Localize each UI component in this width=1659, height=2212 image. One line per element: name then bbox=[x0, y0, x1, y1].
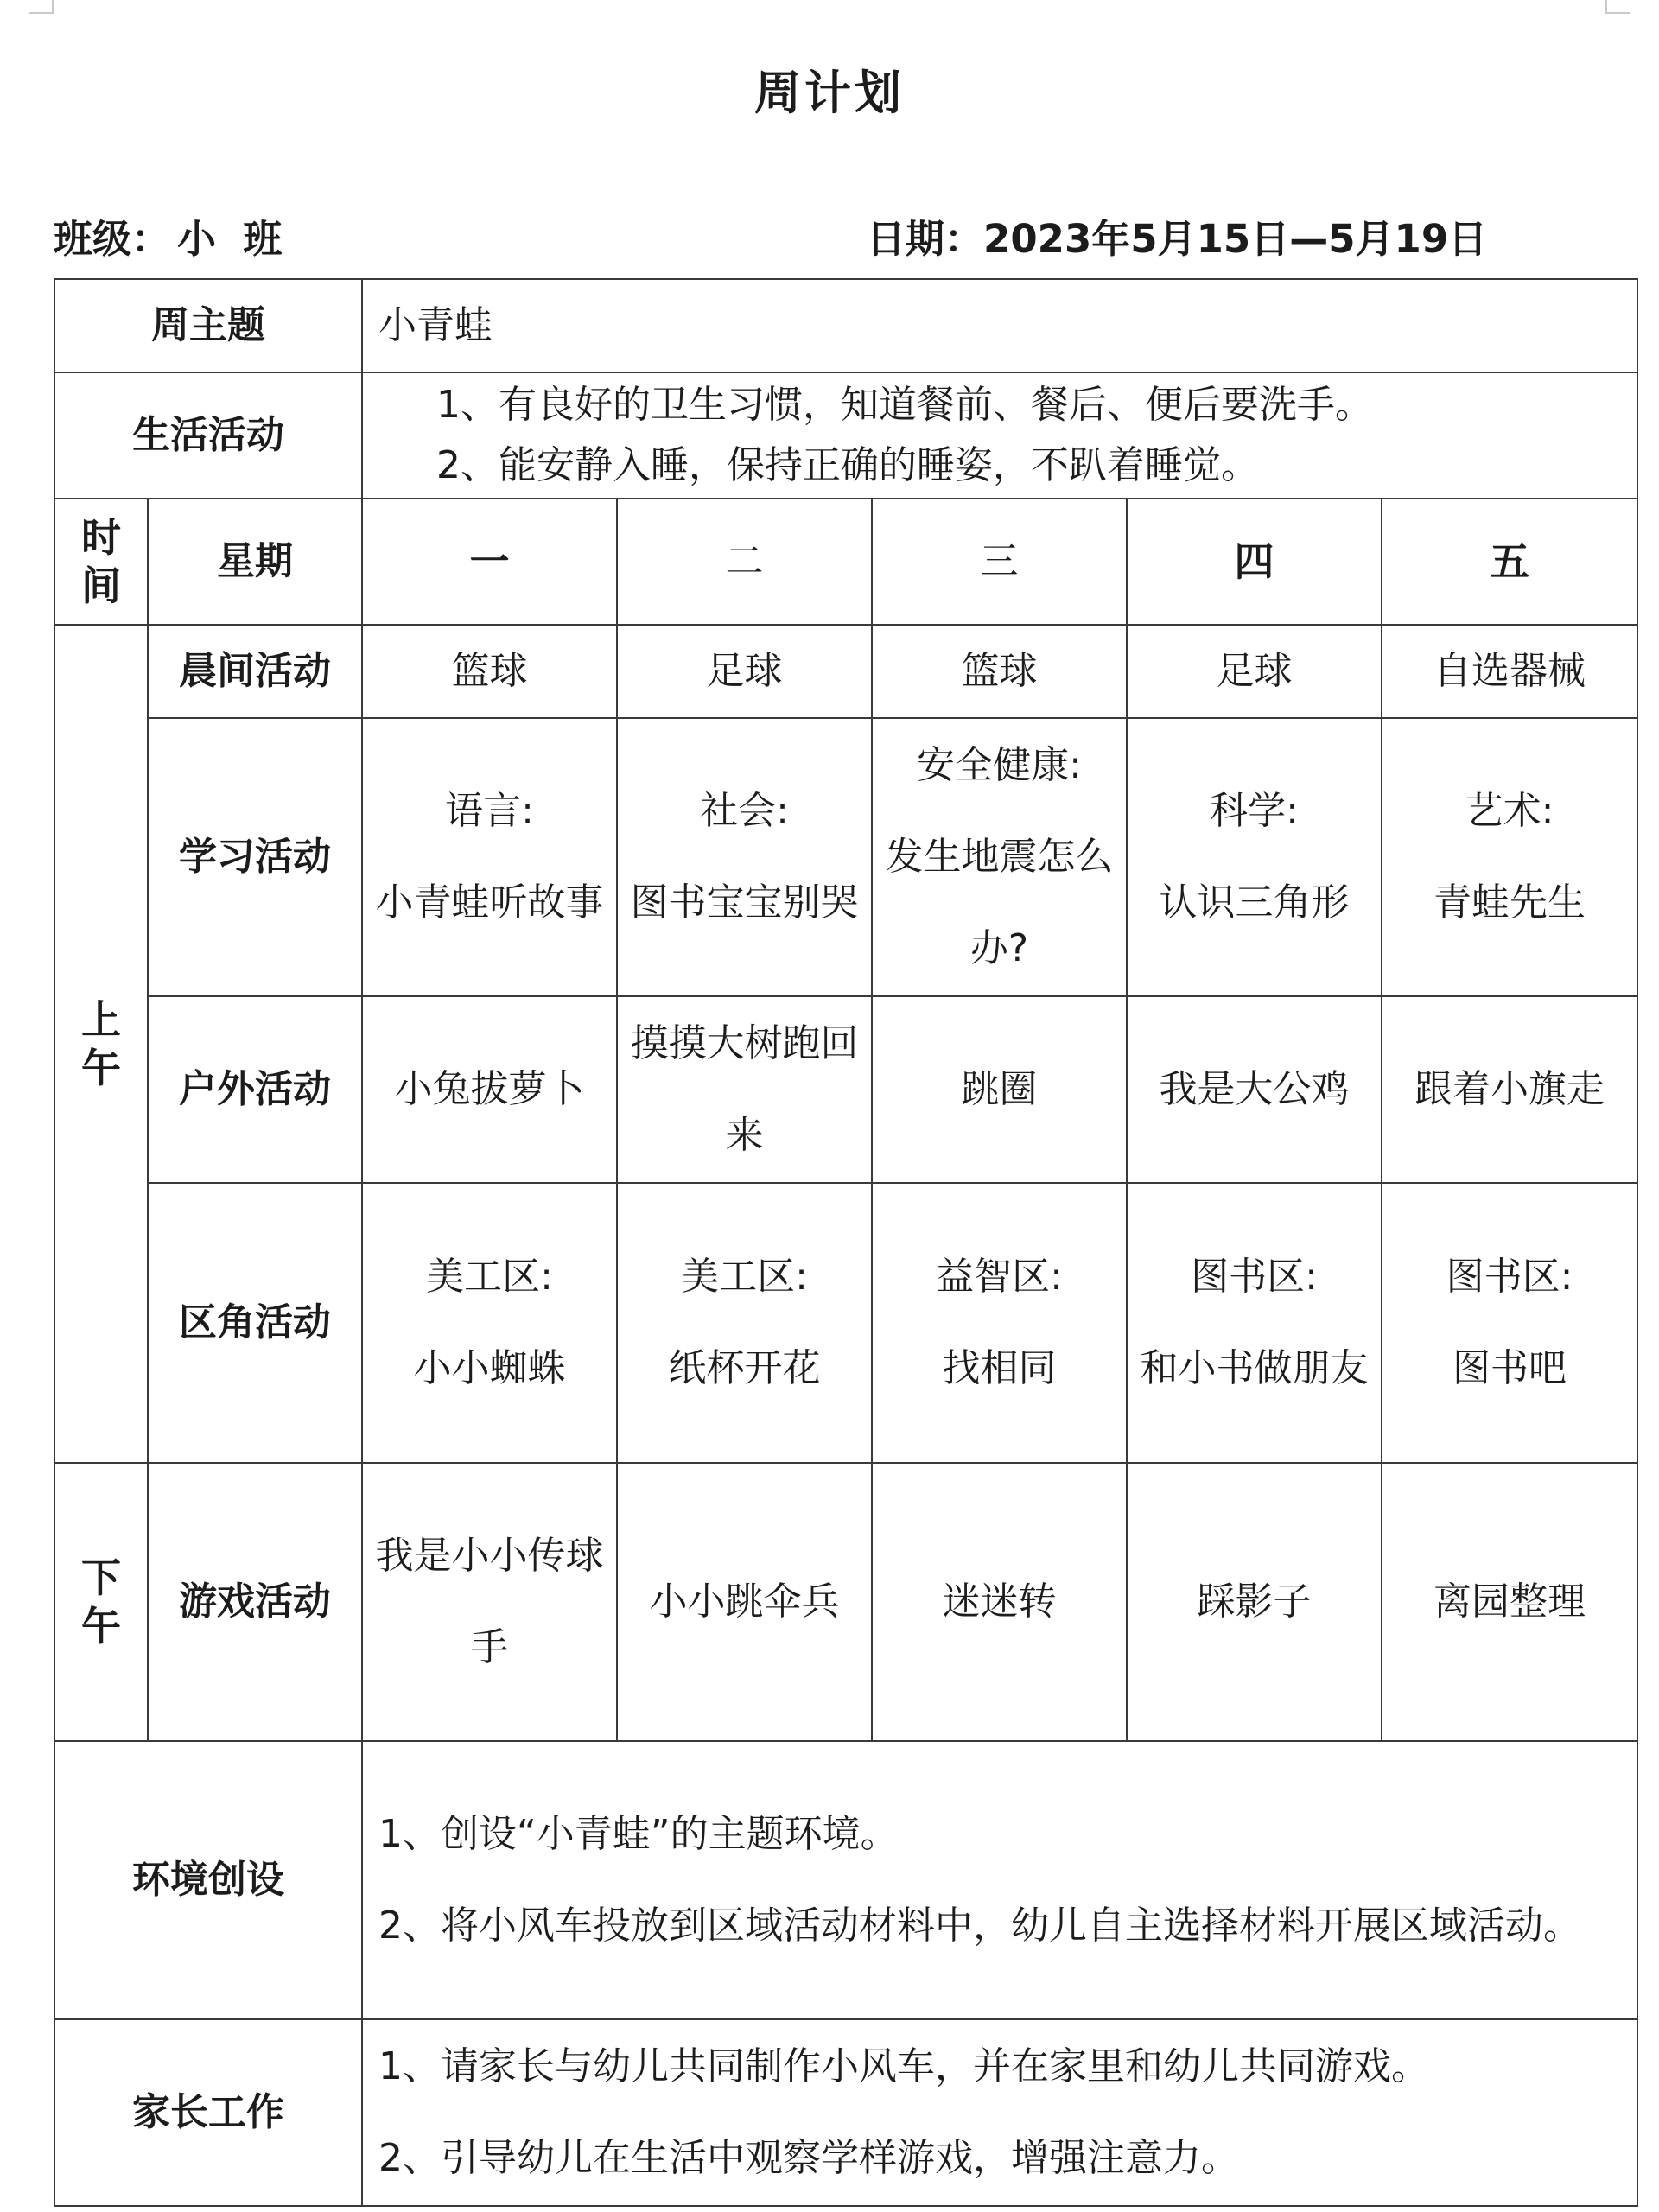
morning-activity-cell: 足球 bbox=[1127, 625, 1382, 718]
parents-label: 家长工作 bbox=[54, 2019, 362, 2206]
theme-row bbox=[54, 279, 1637, 372]
outdoor-cell: 跟着小旗走 bbox=[1382, 996, 1637, 1183]
weekly-plan-table bbox=[54, 278, 1638, 2207]
day-header-wed: 三 bbox=[872, 499, 1127, 625]
life-item: 2、能安静入睡，保持正确的睡姿，不趴着睡觉。 bbox=[436, 443, 1259, 487]
outdoor-row bbox=[54, 996, 1637, 1183]
date-info bbox=[867, 207, 1487, 264]
outdoor-cell: 小兔拔萝卜 bbox=[362, 996, 617, 1183]
theme-value: 小青蛙 bbox=[362, 279, 1637, 372]
outdoor-cell: 跳圈 bbox=[872, 996, 1127, 1183]
morning-activity-cell: 自选器械 bbox=[1382, 625, 1637, 718]
environment-item: 1、创设“小青蛙”的主题环境。 bbox=[378, 1812, 899, 1856]
class-info bbox=[54, 207, 282, 264]
corner-cell: 图书区: 和小书做朋友 bbox=[1127, 1183, 1382, 1463]
parents-content bbox=[362, 2019, 1637, 2206]
outdoor-cell: 摸摸大树跑回来 bbox=[617, 996, 872, 1183]
parents-item: 1、请家长与幼儿共同制作小风车，并在家里和幼儿共同游戏。 bbox=[378, 2044, 1429, 2088]
class-label: 班级： bbox=[54, 216, 171, 262]
environment-content bbox=[362, 1741, 1637, 2019]
day-header-fri: 五 bbox=[1382, 499, 1637, 625]
learning-cell: 社会: 图书宝宝别哭 bbox=[617, 718, 872, 996]
crop-mark-right bbox=[1605, 0, 1630, 14]
corner-cell: 美工区: 纸杯开花 bbox=[617, 1183, 872, 1463]
learning-cell: 安全健康: 发生地震怎么办? bbox=[872, 718, 1127, 996]
week-header: 星期 bbox=[148, 499, 362, 625]
learning-label: 学习活动 bbox=[148, 718, 362, 996]
corner-cell: 益智区: 找相同 bbox=[872, 1183, 1127, 1463]
learning-cell: 艺术: 青蛙先生 bbox=[1382, 718, 1637, 996]
life-label: 生活活动 bbox=[54, 372, 362, 499]
outdoor-label: 户外活动 bbox=[148, 996, 362, 1183]
parents-item: 2、引导幼儿在生活中观察学样游戏，增强注意力。 bbox=[378, 2136, 1239, 2180]
corner-label: 区角活动 bbox=[148, 1183, 362, 1463]
learning-cell: 语言: 小青蛙听故事 bbox=[362, 718, 617, 996]
morning-activity-cell: 篮球 bbox=[872, 625, 1127, 718]
header-row bbox=[54, 499, 1637, 625]
environment-row bbox=[54, 1741, 1637, 2019]
life-content bbox=[362, 372, 1637, 499]
game-cell: 离园整理 bbox=[1382, 1463, 1637, 1741]
afternoon-label: 下 午 bbox=[54, 1463, 148, 1741]
game-cell: 踩影子 bbox=[1127, 1463, 1382, 1741]
life-item: 1、有良好的卫生习惯，知道餐前、餐后、便后要洗手。 bbox=[436, 383, 1373, 427]
time-header: 时 间 bbox=[54, 499, 148, 625]
page-title: 周计划 bbox=[754, 66, 905, 120]
class-value: 小 班 bbox=[177, 216, 283, 262]
learning-row bbox=[54, 718, 1637, 996]
day-header-tue: 二 bbox=[617, 499, 872, 625]
game-cell: 小小跳伞兵 bbox=[617, 1463, 872, 1741]
morning-activity-row bbox=[54, 625, 1637, 718]
theme-label: 周主题 bbox=[54, 279, 362, 372]
life-row bbox=[54, 372, 1637, 499]
morning-activity-cell: 篮球 bbox=[362, 625, 617, 718]
day-header-thu: 四 bbox=[1127, 499, 1382, 625]
date-label: 日期： bbox=[867, 216, 984, 262]
parents-row bbox=[54, 2019, 1637, 2206]
corner-cell: 图书区: 图书吧 bbox=[1382, 1183, 1637, 1463]
environment-item: 2、将小风车投放到区域活动材料中，幼儿自主选择材料开展区域活动。 bbox=[378, 1904, 1581, 1948]
learning-cell: 科学: 认识三角形 bbox=[1127, 718, 1382, 996]
corner-cell: 美工区: 小小蜘蛛 bbox=[362, 1183, 617, 1463]
date-value: 2023年5月15日—5月19日 bbox=[983, 216, 1488, 262]
game-label: 游戏活动 bbox=[148, 1463, 362, 1741]
day-header-mon: 一 bbox=[362, 499, 617, 625]
morning-activity-label: 晨间活动 bbox=[148, 625, 362, 718]
morning-activity-cell: 足球 bbox=[617, 625, 872, 718]
corner-row bbox=[54, 1183, 1637, 1463]
outdoor-cell: 我是大公鸡 bbox=[1127, 996, 1382, 1183]
game-cell: 迷迷转 bbox=[872, 1463, 1127, 1741]
environment-label: 环境创设 bbox=[54, 1741, 362, 2019]
game-row bbox=[54, 1463, 1637, 1741]
game-cell: 我是小小传球手 bbox=[362, 1463, 617, 1741]
morning-label: 上 午 bbox=[54, 625, 148, 1463]
crop-mark-left bbox=[29, 0, 54, 14]
